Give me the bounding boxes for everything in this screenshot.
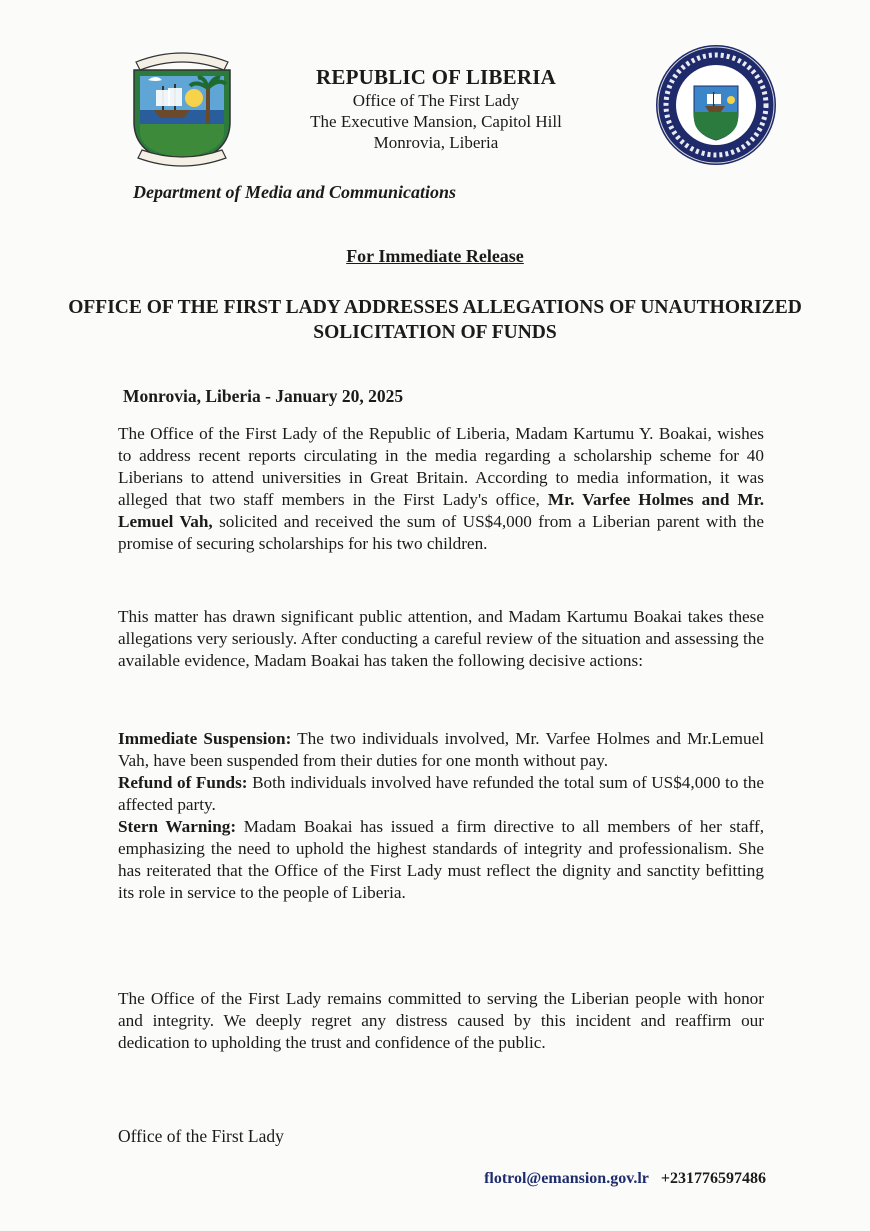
office-address: The Executive Mansion, Capitol Hill: [310, 112, 562, 131]
action-label: Stern Warning:: [118, 817, 237, 836]
action-text: The two individuals involved, Mr. Varfee Holmes and Mr.Lemuel Vah, have been suspended from their duties for one month without pay.: [118, 729, 764, 770]
action-item: [118, 816, 764, 904]
headline: OFFICE OF THE FIRST LADY ADDRESSES ALLEGATIONS OF UNAUTHORIZED SOLICITATION OF FUNDS: [68, 297, 802, 343]
contact-line: [484, 1170, 766, 1188]
paragraph-response: This matter has drawn significant public attention, and Madam Kartumu Boakai takes these allegations very seriously. After conducting a careful review of the situation and assessing the available evidence, Madam Boakai has taken the following decisive actions:: [118, 607, 764, 670]
republic-title: REPUBLIC OF LIBERIA: [316, 65, 556, 89]
paragraph-intro-names: Mr. Varfee Holmes and Mr. Lemuel Vah,: [118, 490, 764, 531]
action-text: Madam Boakai has issued a firm directive to all members of her staff, emphasizing the need to uphold the highest standards of integrity and professionalism. She has reiterated that the Office of the First Lady must reflect the dignity and sanctity befitting its role in service to the people of Liberia.: [118, 817, 764, 902]
paragraph-intro-text-a: The Office of the First Lady of the Republic of Liberia, Madam Kartumu Y. Boakai, wishes to address recent reports circulating in the media regarding a scholarship scheme for 40 Liberians to attend universities in Great Britain. According to media information, it was alleged that two staff members in the First Lady's office,: [118, 424, 764, 509]
paragraph-intro: [118, 423, 764, 555]
action-text: Both individuals involved have refunded the total sum of US$4,000 to the affected party.: [118, 773, 764, 814]
paragraph-closing: The Office of the First Lady remains committed to serving the Liberian people with honor and integrity. We deeply regret any distress caused by this incident and reaffirm our dedication to upholding the trust and confidence of the public.: [118, 989, 764, 1052]
action-item: [118, 728, 764, 772]
action-label: Refund of Funds:: [118, 773, 248, 792]
release-label: For Immediate Release: [346, 246, 524, 266]
action-label: Immediate Suspension:: [118, 729, 292, 748]
actions-list: [118, 728, 764, 904]
letterhead: [250, 64, 622, 153]
office-name: Office of The First Lady: [352, 91, 520, 110]
paragraph-intro-text-b: solicited and received the sum of US$4,000 from a Liberian parent with the promise of securing scholarships for his two children.: [118, 512, 764, 553]
action-item: [118, 772, 764, 816]
first-lady-seal-icon: [653, 42, 779, 168]
dateline: Monrovia, Liberia - January 20, 2025: [123, 386, 404, 406]
department-line: Department of Media and Communications: [133, 182, 457, 202]
signoff: Office of the First Lady: [118, 1126, 284, 1146]
liberia-coat-of-arms-icon: [118, 40, 246, 170]
office-city: Monrovia, Liberia: [373, 133, 499, 152]
contact-email-link[interactable]: flotrol@emansion.gov.lr: [484, 1170, 649, 1187]
contact-phone: +231776597486: [660, 1170, 766, 1187]
